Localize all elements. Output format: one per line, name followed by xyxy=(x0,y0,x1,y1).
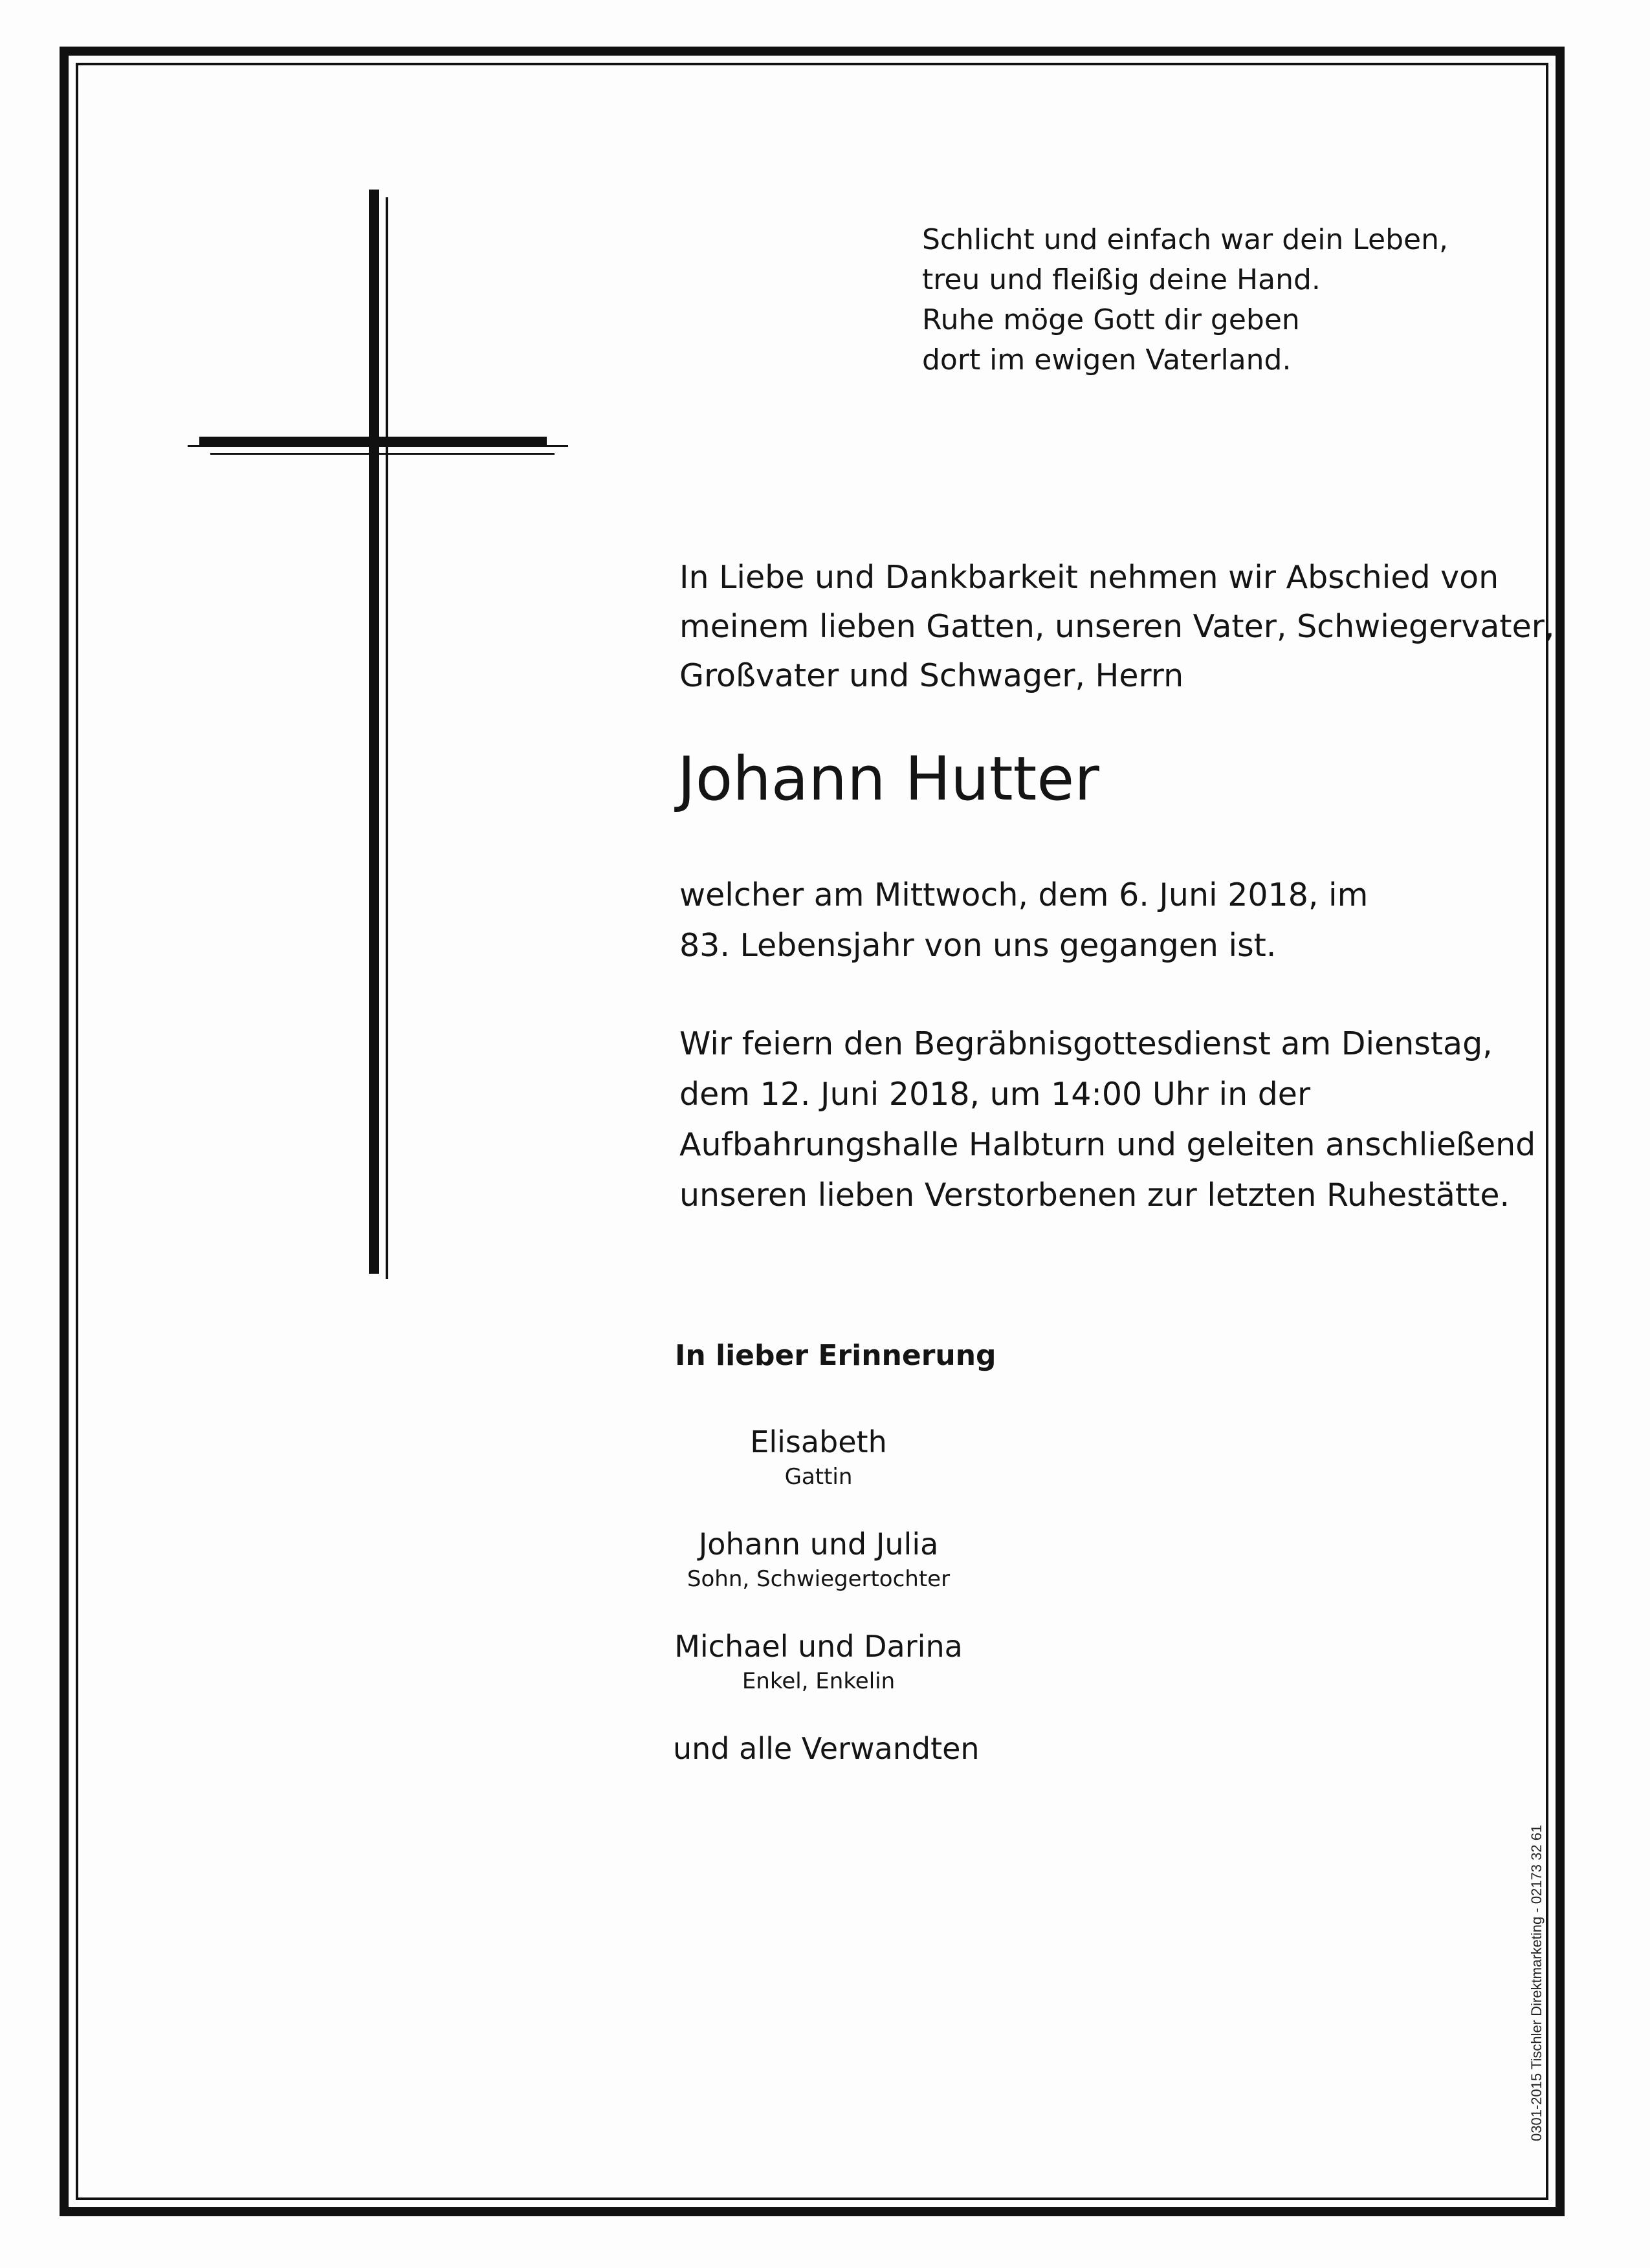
funeral-notice-line: unseren lieben Verstorbenen zur letzten Ruhestätte. xyxy=(679,1177,1510,1214)
poem-line: dort im ewigen Vaterland. xyxy=(922,343,1292,376)
death-notice xyxy=(679,870,1368,971)
mourner-name: Johann und Julia xyxy=(698,1527,939,1562)
mourner-entry xyxy=(673,1525,964,1595)
mourner-relation: Gattin xyxy=(784,1464,853,1490)
mourner-entry xyxy=(673,1423,964,1493)
memory-heading: In lieber Erinnerung xyxy=(675,1339,996,1372)
farewell-intro xyxy=(679,553,1555,701)
poem-line: Ruhe möge Gott dir geben xyxy=(922,303,1300,336)
closing-line: und alle Verwandten xyxy=(673,1731,980,1766)
death-notice-line: 83. Lebensjahr von uns gegangen ist. xyxy=(679,927,1277,964)
poem-line: treu und fleißig deine Hand. xyxy=(922,263,1321,296)
mourner-name: Michael und Darina xyxy=(674,1629,963,1664)
funeral-notice-line: Wir feiern den Begräbnisgottesdienst am Dienstag, xyxy=(679,1025,1493,1062)
intro-line: Großvater und Schwager, Herrn xyxy=(679,657,1184,694)
funeral-notice-line: dem 12. Juni 2018, um 14:00 Uhr in der xyxy=(679,1076,1311,1113)
mourner-name: Elisabeth xyxy=(750,1424,887,1459)
deceased-name: Johann Hutter xyxy=(677,744,1099,814)
funeral-notice xyxy=(679,1019,1535,1221)
printer-imprint: 0301-2015 Tischler Direktmarketing - 02173 32 61 xyxy=(1528,1824,1545,2141)
mourners-list xyxy=(673,1423,980,1767)
intro-line: In Liebe und Dankbarkeit nehmen wir Abschied von xyxy=(679,559,1499,596)
mourner-entry xyxy=(673,1628,964,1697)
mourner-relation: Enkel, Enkelin xyxy=(742,1668,896,1694)
mourner-relation: Sohn, Schwiegertochter xyxy=(687,1566,951,1592)
poem-line: Schlicht und einfach war dein Leben, xyxy=(922,223,1448,256)
poem xyxy=(922,220,1448,380)
intro-line: meinem lieben Gatten, unseren Vater, Schwiegervater, xyxy=(679,608,1555,645)
death-notice-line: welcher am Mittwoch, dem 6. Juni 2018, im xyxy=(679,877,1369,913)
funeral-notice-line: Aufbahrungshalle Halbturn und geleiten anschließend xyxy=(679,1126,1536,1163)
